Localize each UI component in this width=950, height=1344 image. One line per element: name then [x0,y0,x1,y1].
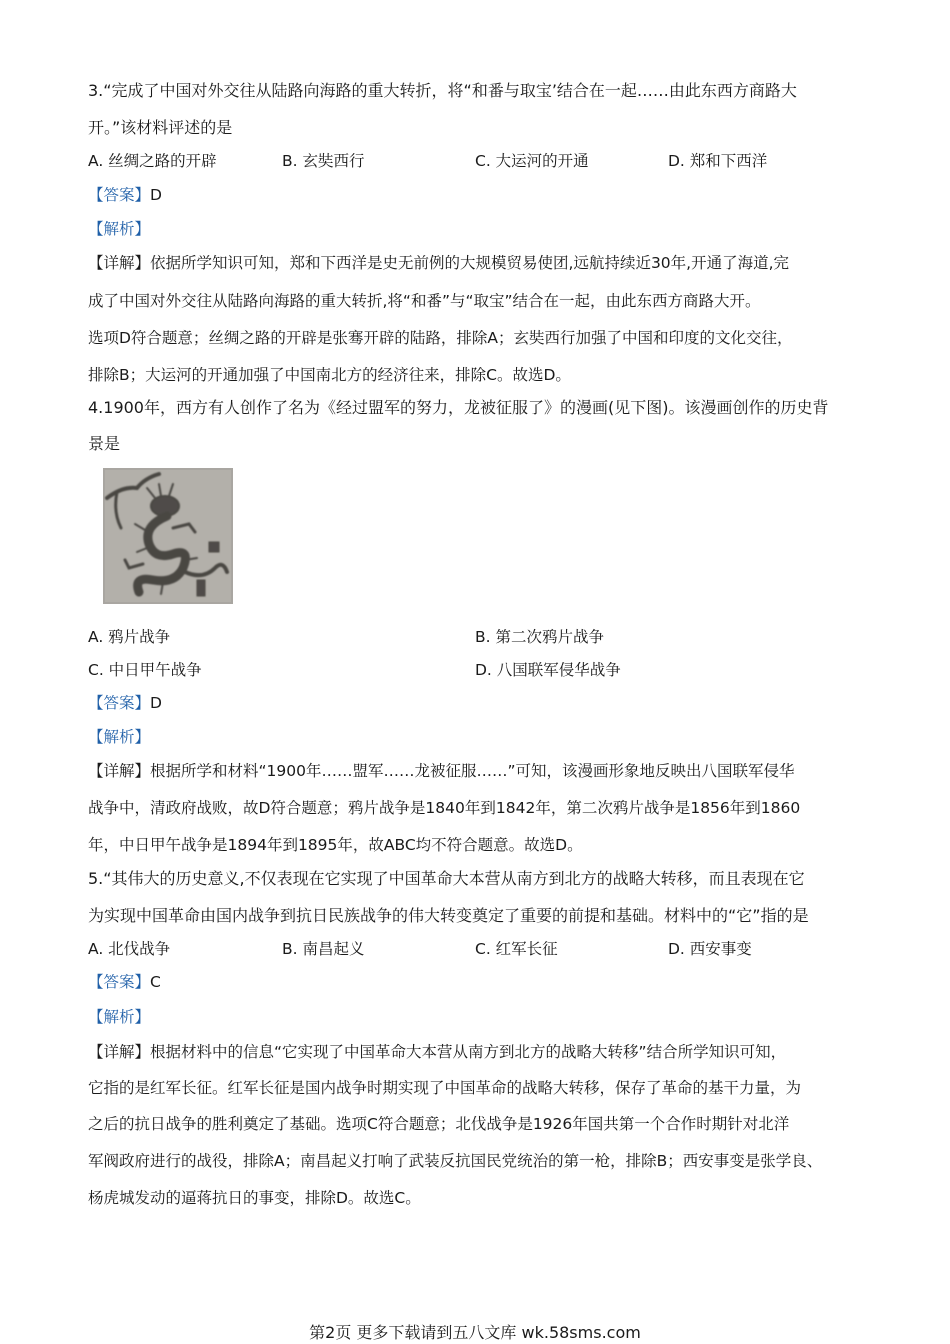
q3-option-b: B. 玄奘西行 [282,152,365,170]
q5-detail-line4: 军阀政府进行的战役，排除A；南昌起义打响了武装反抗国民党统治的第一枪，排除B；西安事变是张学良、 [88,1152,823,1170]
q5-detail-text: 根据材料中的信息“它实现了中国革命大本营从南方到北方的战略大转移”结合所学知识可知， [150,1043,787,1061]
q4-detail-line3: 年，中日甲午战争是1894年到1895年，故ABC均不符合题意。故选D。 [88,836,583,854]
dragon-cartoon-image [103,468,233,604]
q4-answer-row [88,692,162,714]
q5-option-a: A. 北伐战争 [88,940,171,958]
q4-stem-line2: 景是 [88,434,121,453]
q5-detail-line1 [88,1041,786,1063]
q3-detail-text: 依据所学知识可知，郑和下西洋是史无前例的大规模贸易使团,远航持续近30年,开通了海道,完 [150,254,790,272]
q5-answer-row [88,971,161,993]
q4-option-c: C. 中日甲午战争 [88,661,202,679]
q3-stem-line1: 3.“完成了中国对外交往从陆路向海路的重大转折，将“和番与取宝’结合在一起……由此东西方商路大 [88,81,797,100]
q4-answer-label: 【答案】 [88,694,151,712]
q3-answer-value: D [150,186,162,204]
page-footer: 第2页 更多下载请到五八文库 wk.58sms.com [309,1323,641,1342]
q4-option-b: B. 第二次鸦片战争 [475,628,604,646]
q4-stem-line1: 4.1900年，西方有人创作了名为《经过盟军的努力，龙被征服了》的漫画(见下图)。该漫画创作的历史背 [88,398,829,417]
q3-option-a: A. 丝绸之路的开辟 [88,152,217,170]
q3-detail-label: 【详解】 [88,254,151,272]
q3-detail-line1 [88,252,789,274]
q5-detail-line5: 杨虎城发动的逼蒋抗日的事变，排除D。故选C。 [88,1189,421,1207]
q4-detail-line1 [88,760,795,782]
q4-analysis-label: 【解析】 [88,728,151,746]
q5-stem-line2: 为实现中国革命由国内战争到抗日民族战争的伟大转变奠定了重要的前提和基础。材料中的“它”指的是 [88,906,809,925]
q3-stem-line2: 开。”该材料评述的是 [88,118,233,137]
q5-stem-line1: 5.“其伟大的历史意义,不仅表现在它实现了中国革命大本营从南方到北方的战略大转移，而且表现在它 [88,869,805,888]
q5-option-b: B. 南昌起义 [282,940,365,958]
q3-answer-label: 【答案】 [88,186,151,204]
q4-detail-label: 【详解】 [88,762,151,780]
q5-detail-line2: 它指的是红军长征。红军长征是国内战争时期实现了中国革命的战略大转移，保存了革命的基干力量，为 [88,1079,802,1097]
q5-analysis-label: 【解析】 [88,1008,151,1026]
q5-answer-label: 【答案】 [88,973,151,991]
q5-detail-label: 【详解】 [88,1043,151,1061]
q3-option-d: D. 郑和下西洋 [668,152,768,170]
q3-detail-line4: 排除B；大运河的开通加强了中国南北方的经济往来，排除C。故选D。 [88,366,571,384]
q3-answer-row [88,184,162,206]
q4-option-a: A. 鸦片战争 [88,628,171,646]
q5-option-d: D. 西安事变 [668,940,752,958]
q5-detail-line3: 之后的抗日战争的胜利奠定了基础。选项C符合题意；北伐战争是1926年国共第一个合作时期针对北洋 [88,1115,790,1133]
q4-detail-line2: 战争中，清政府战败，故D符合题意；鸦片战争是1840年到1842年，第二次鸦片战争是1856年到1860 [88,799,801,817]
q4-answer-value: D [150,694,162,712]
q5-answer-value: C [150,973,161,991]
q3-option-c: C. 大运河的开通 [475,152,589,170]
q3-detail-line2: 成了中国对外交往从陆路向海路的重大转折,将“和番”与“取宝”结合在一起，由此东西方商路大开。 [88,292,761,310]
q5-option-c: C. 红军长征 [475,940,558,958]
q3-detail-line3: 选项D符合题意；丝绸之路的开辟是张骞开辟的陆路，排除A；玄奘西行加强了中国和印度的文化交往， [88,329,793,347]
q4-option-d: D. 八国联军侵华战争 [475,661,621,679]
q4-detail-text: 根据所学和材料“1900年……盟军……龙被征服……”可知，该漫画形象地反映出八国联军侵华 [150,762,795,780]
q3-analysis-label: 【解析】 [88,220,151,238]
